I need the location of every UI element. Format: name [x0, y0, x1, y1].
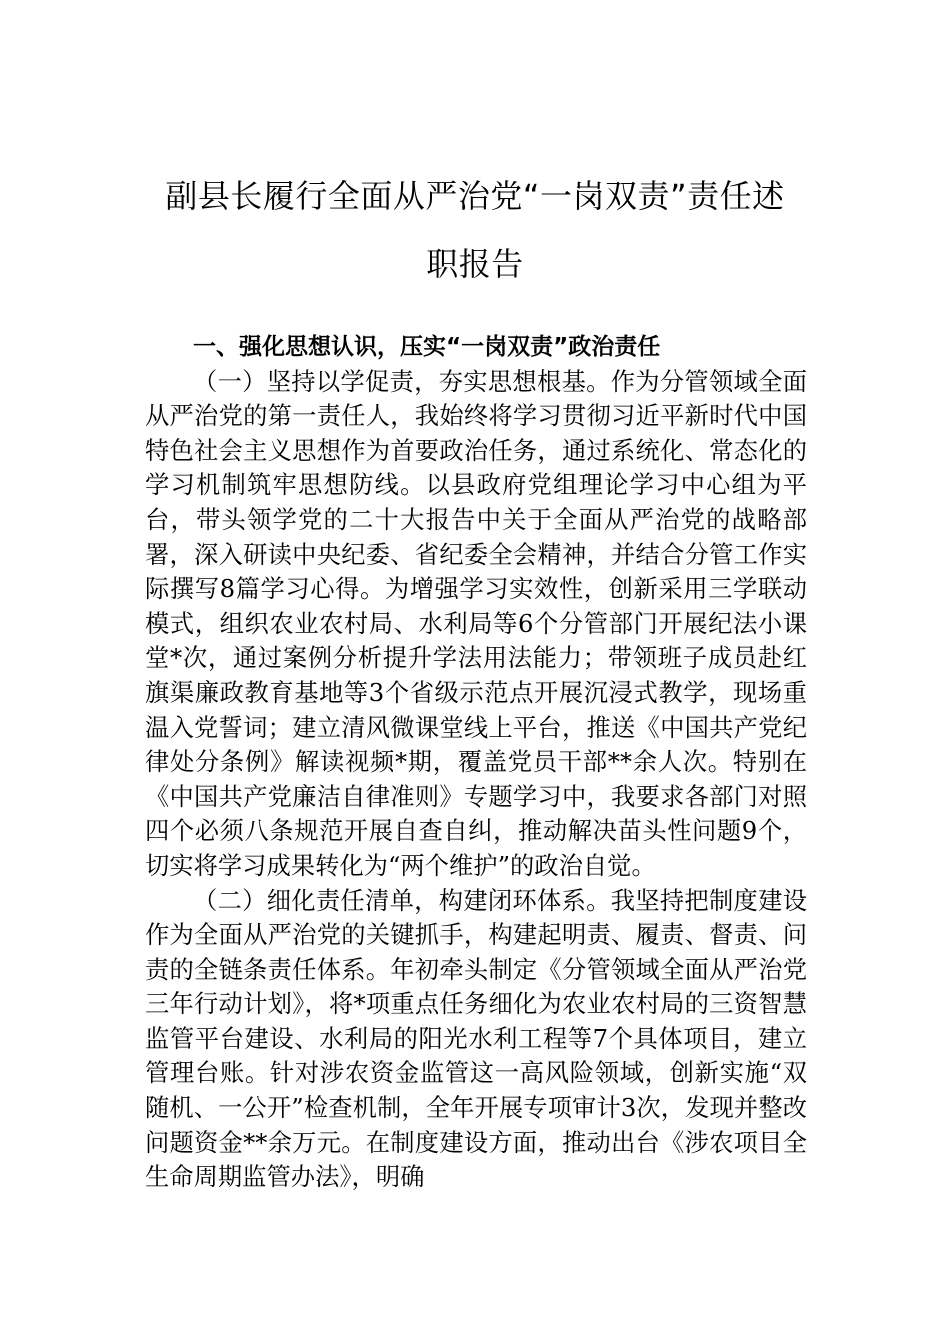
document-title	[140, 162, 810, 298]
document-body	[145, 330, 807, 1195]
paragraph-1: （一）坚持以学促责，夯实思想根基。作为分管领域全面从严治党的第一责任人，我始终将学习贯彻习近平新时代中国特色社会主义思想作为首要政治任务，通过系统化、常态化的学习机制筑牢思想防线。以县政府党组理论学习中心组为平台，带头领学党的二十大报告中关于全面从严治党的战略部署，深入研读中央纪委、省纪委全会精神，并结合分管工作实际撰写8篇学习心得。为增强学习实效性，创新采用三学联动模式，组织农业农村局、水利局等6个分管部门开展纪法小课堂*次，通过案例分析提升学法用法能力；带领班子成员赴红旗渠廉政教育基地等3个省级示范点开展沉浸式教学，现场重温入党誓词；建立清风微课堂线上平台，推送《中国共产党纪律处分条例》解读视频*期，覆盖党员干部**余人次。特别在《中国共产党廉洁自律准则》专题学习中，我要求各部门对照四个必须八条规范开展自查自纠，推动解决苗头性问题9个，切实将学习成果转化为“两个维护”的政治自觉。	[145, 366, 807, 880]
section-heading-1: 一、强化思想认识，压实“一岗双责”政治责任	[193, 334, 661, 360]
paragraph-2: （二）细化责任清单，构建闭环体系。我坚持把制度建设作为全面从严治党的关键抓手，构建起明责、履责、督责、问责的全链条责任体系。年初牵头制定《分管领域全面从严治党三年行动计划》，将*项重点任务细化为农业农村局的三资智慧监管平台建设、水利局的阳光水利工程等7个具体项目，建立管理台账。针对涉农资金监管这一高风险领域，创新实施“双随机、一公开”检查机制，全年开展专项审计3次，发现并整改问题资金**余万元。在制度建设方面，推动出台《涉农项目全生命周期监管办法》，明确	[145, 885, 807, 1192]
document-title-line-1: 副县长履行全面从严治党“一岗双责”责任述	[165, 177, 785, 215]
document-title-line-2: 职报告	[426, 245, 524, 283]
